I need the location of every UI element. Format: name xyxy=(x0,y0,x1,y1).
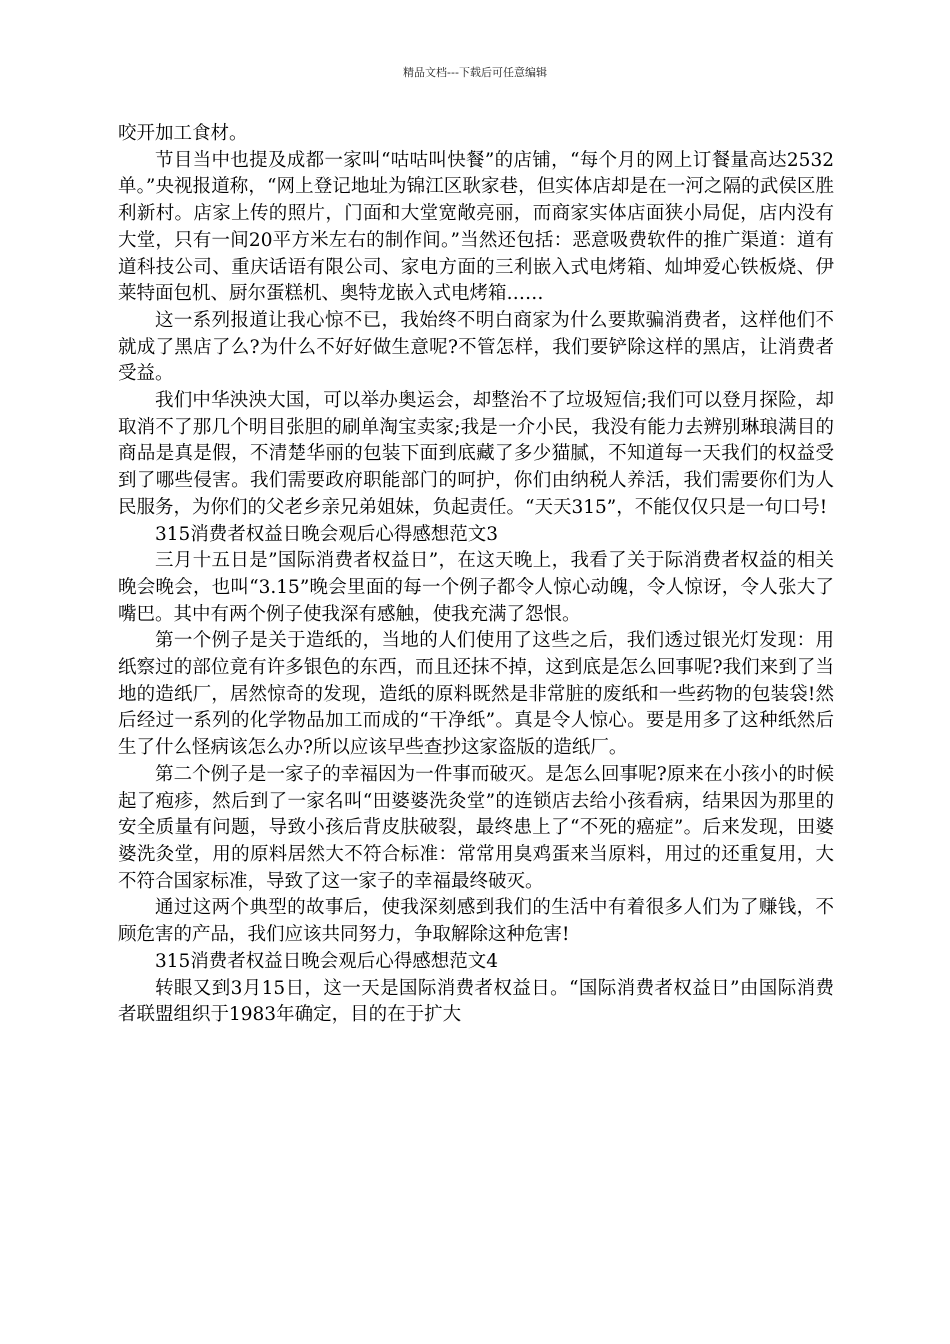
paragraph: 第二个例子是一家子的幸福因为一件事而破灭。是怎么回事呢?原来在小孩小的时候起了疱疹，然后到了一家名叫“田婆婆洗灸堂”的连锁店去给小孩看病，结果因为那里的安全质量有问题，导致小孩后背皮肤破裂，最终患上了“不死的癌症”。后来发现，田婆婆洗灸堂，用的原料居然大不符合标准：常常用臭鸡蛋来当原料，用过的还重复用，大不符合国家标准，导致了这一家子的幸福最终破灭。 xyxy=(118,763,834,892)
paragraph: 节目当中也提及成都一家叫“咕咕叫快餐”的店铺，“每个月的网上订餐量高达2532单。”央视报道称，“网上登记地址为锦江区耿家巷，但实体店却是在一河之隔的武侯区胜利新村。店家上传的照片，门面和大堂宽敞亮丽，而商家实体店面狭小局促，店内没有大堂，只有一间20平方米左右的制作间。”当然还包括：恶意吸费软件的推广渠道：道有道科技公司、重庆话语有限公司、家电方面的三利嵌入式电烤箱、灿坤爱心铁板烧、伊莱特面包机、厨尔蛋糕机、奥特龙嵌入式电烤箱…… xyxy=(118,149,834,305)
document-body xyxy=(118,121,834,1029)
section-heading: 315消费者权益日晚会观后心得感想范文4 xyxy=(155,950,499,972)
paragraph: 咬开加工食材。 xyxy=(118,123,248,144)
paragraph: 通过这两个典型的故事后，使我深刻感到我们的生活中有着很多人们为了赚钱，不顾危害的产品，我们应该共同努力，争取解除这种危害! xyxy=(118,897,834,946)
paragraph: 转眼又到3月15日，这一天是国际消费者权益日。“国际消费者权益日”由国际消费者联盟组织于1983年确定，目的在于扩大 xyxy=(118,977,834,1026)
section-heading: 315消费者权益日晚会观后心得感想范文3 xyxy=(155,523,499,545)
page-header: 精品文档---下载后可任意编辑 xyxy=(403,66,547,79)
paragraph: 第一个例子是关于造纸的，当地的人们使用了这些之后，我们透过银光灯发现：用纸察过的部位竟有许多银色的东西，而且还抹不掉，这到底是怎么回事呢?我们来到了当地的造纸厂，居然惊奇的发现，造纸的原料既然是非常脏的废纸和一些药物的包装袋!然后经过一系列的化学物品加工而成的“干净纸”。真是令人惊心。要是用多了这种纸然后生了什么怪病该怎么办?所以应该早些查抄这家盗版的造纸厂。 xyxy=(118,630,834,759)
paragraph: 我们中华泱泱大国，可以举办奥运会，却整治不了垃圾短信;我们可以登月探险，却取消不了那几个明目张胆的刷单淘宝卖家;我是一介小民，我没有能力去辨别琳琅满目的商品是真是假，不清楚华丽的包装下面到底藏了多少猫腻，不知道每一天我们的权益受到了哪些侵害。我们需要政府职能部门的呵护，你们由纳税人养活，我们需要你们为人民服务，为你们的父老乡亲兄弟姐妹，负起责任。“天天315”，不能仅仅只是一句口号! xyxy=(118,390,834,518)
paragraph: 三月十五日是”国际消费者权益日”，在这天晚上，我看了关于际消费者权益的相关晚会晚会，也叫“3.15”晚会里面的每一个例子都令人惊心动魄，令人惊讶，令人张大了嘴巴。其中有两个例子使我深有感触，使我充满了怨恨。 xyxy=(118,550,834,625)
paragraph: 这一系列报道让我心惊不已，我始终不明白商家为什么要欺骗消费者，这样他们不就成了黑店了么?为什么不好好做生意呢?不管怎样，我们要铲除这样的黑店，让消费者受益。 xyxy=(118,309,834,385)
